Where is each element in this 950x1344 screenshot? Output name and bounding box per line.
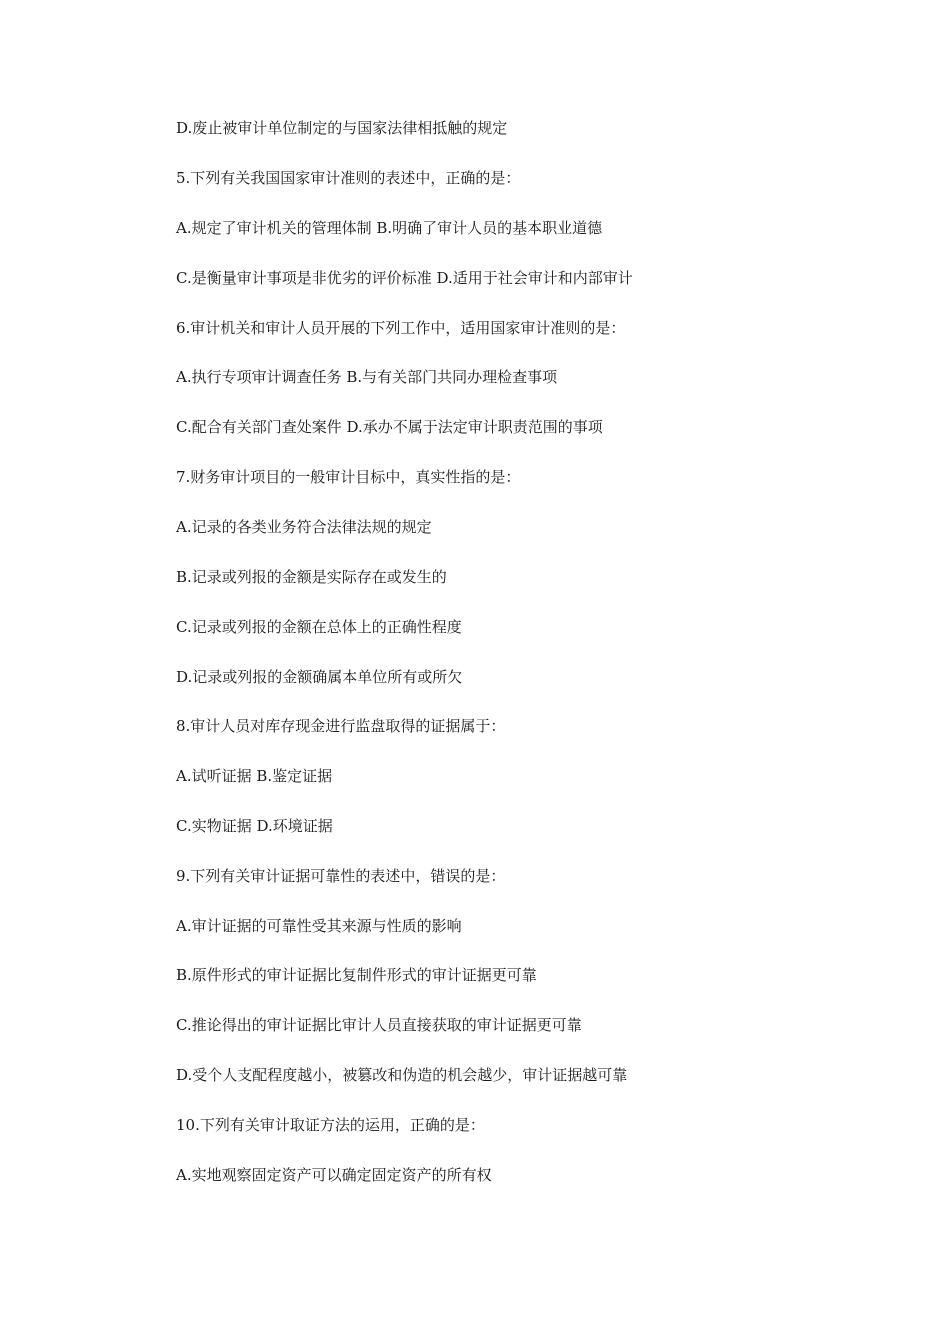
option-a-q9: A.审计证据的可靠性受其来源与性质的影响 — [176, 917, 462, 935]
option-b-q7: B.记录或列报的金额是实际存在或发生的 — [176, 568, 447, 586]
option-d-q4: D.废止被审计单位制定的与国家法律相抵触的规定 — [176, 119, 508, 137]
options-cd-q8: C.实物证据 D.环境证据 — [176, 817, 333, 835]
question-8: 8.审计人员对库存现金进行监盘取得的证据属于： — [176, 717, 506, 735]
option-a-q7: A.记录的各类业务符合法律法规的规定 — [176, 518, 432, 536]
options-cd-q6: C.配合有关部门查处案件 D.承办不属于法定审计职责范围的事项 — [176, 418, 603, 436]
options-ab-q5: A.规定了审计机关的管理体制 B.明确了审计人员的基本职业道德 — [176, 219, 603, 237]
question-7: 7.财务审计项目的一般审计目标中，真实性指的是： — [176, 468, 521, 486]
option-d-q7: D.记录或列报的金额确属本单位所有或所欠 — [176, 668, 463, 686]
option-c-q9: C.推论得出的审计证据比审计人员直接获取的审计证据更可靠 — [176, 1016, 582, 1034]
options-ab-q8: A.试听证据 B.鉴定证据 — [176, 767, 333, 785]
question-6: 6.审计机关和审计人员开展的下列工作中，适用国家审计准则的是： — [176, 319, 626, 337]
question-10: 10.下列有关审计取证方法的运用，正确的是： — [176, 1116, 485, 1134]
question-5: 5.下列有关我国国家审计准则的表述中，正确的是： — [176, 169, 521, 187]
option-a-q10: A.实地观察固定资产可以确定固定资产的所有权 — [176, 1166, 492, 1184]
option-c-q7: C.记录或列报的金额在总体上的正确性程度 — [176, 618, 462, 636]
option-d-q9: D.受个人支配程度越小，被篡改和伪造的机会越少，审计证据越可靠 — [176, 1066, 628, 1084]
options-ab-q6: A.执行专项审计调查任务 B.与有关部门共同办理检查事项 — [176, 368, 558, 386]
options-cd-q5: C.是衡量审计事项是非优劣的评价标准 D.适用于社会审计和内部审计 — [176, 269, 633, 287]
option-b-q9: B.原件形式的审计证据比复制件形式的审计证据更可靠 — [176, 966, 537, 984]
question-9: 9.下列有关审计证据可靠性的表述中，错误的是： — [176, 867, 506, 885]
